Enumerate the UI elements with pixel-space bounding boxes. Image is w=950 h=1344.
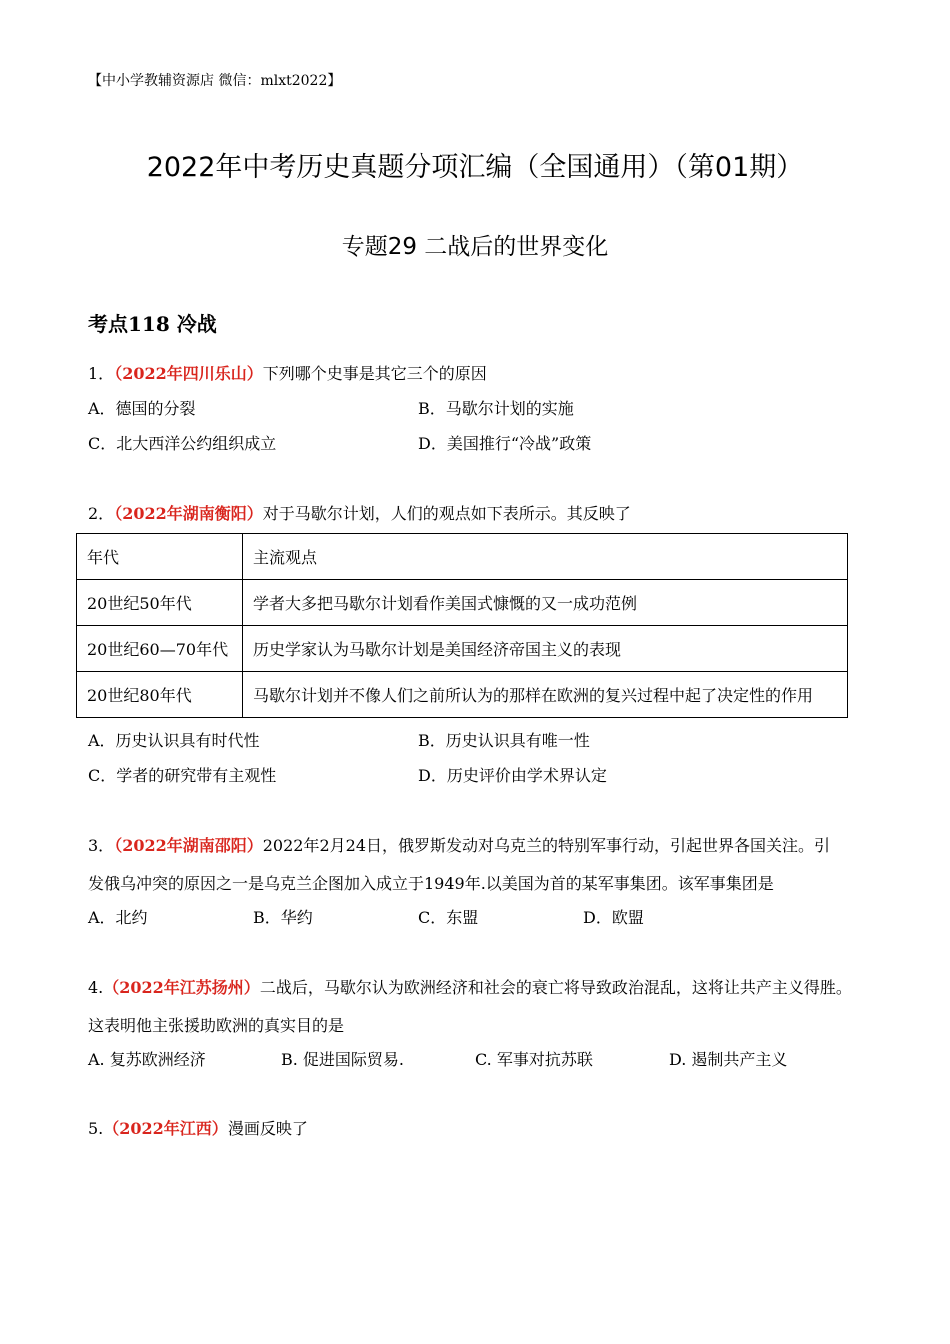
question-2-stem <box>88 501 631 524</box>
table-cell: 学者大多把马歇尔计划看作美国式慷慨的又一成功范例 <box>243 580 848 626</box>
question-source: （2022年江苏扬州） <box>103 978 260 997</box>
question-1-option-b: B．马歇尔计划的实施 <box>418 399 574 418</box>
question-source: （2022年江西） <box>103 1119 228 1138</box>
question-1-option-c: C．北大西洋公约组织成立 <box>88 434 277 453</box>
question-1-option-d: D．美国推行“冷战”政策 <box>418 434 592 453</box>
question-1-option-a: A．德国的分裂 <box>88 399 196 418</box>
question-text: 2022年2月24日，俄罗斯发动对乌克兰的特别军事行动，引起世界各国关注。引 <box>262 836 830 855</box>
table-cell: 马歇尔计划并不像人们之前所认为的那样在欧洲的复兴过程中起了决定性的作用 <box>243 672 848 718</box>
table-row <box>77 580 848 626</box>
question-source: （2022年四川乐山） <box>114 364 263 383</box>
topic-title: 专题29 二战后的世界变化 <box>341 234 609 260</box>
table-cell: 20世纪80年代 <box>77 672 243 718</box>
question-2-option-b: B．历史认识具有唯一性 <box>418 731 590 750</box>
question-number: 4. <box>88 978 104 997</box>
table-cell: 20世纪60—70年代 <box>77 626 243 672</box>
question-2-option-d: D．历史评价由学术界认定 <box>418 766 607 785</box>
question-4-stem-line2: 这表明他主张援助欧洲的真实目的是 <box>88 1016 345 1035</box>
question-1-stem <box>88 361 487 384</box>
question-3-option-d: D．欧盟 <box>583 908 644 927</box>
question-3-option-a: A．北约 <box>88 908 148 927</box>
question-text: 漫画反映了 <box>227 1119 308 1138</box>
question-5-stem <box>88 1116 308 1139</box>
section-title: 考点118 冷战 <box>88 312 217 336</box>
viewpoint-table <box>76 533 848 718</box>
table-header-cell: 年代 <box>77 534 243 580</box>
question-number: 1． <box>88 364 115 383</box>
table-header-row <box>77 534 848 580</box>
table-cell: 历史学家认为马歇尔计划是美国经济帝国主义的表现 <box>243 626 848 672</box>
question-4-stem-line1 <box>88 975 852 998</box>
question-4-option-d: D. 遏制共产主义 <box>669 1050 788 1069</box>
question-text: 对于马歇尔计划，人们的观点如下表所示。其反映了 <box>262 504 631 523</box>
table-cell: 20世纪50年代 <box>77 580 243 626</box>
question-source: （2022年湖南衡阳） <box>114 504 263 523</box>
question-4-option-a: A. 复苏欧洲经济 <box>88 1050 206 1069</box>
question-2-option-a: A．历史认识具有时代性 <box>88 731 260 750</box>
question-text: 下列哪个史事是其它三个的原因 <box>262 364 487 383</box>
question-3-option-b: B．华约 <box>253 908 313 927</box>
table-row <box>77 672 848 718</box>
question-3-option-c: C．东盟 <box>418 908 479 927</box>
question-3-stem-line2: 发俄乌冲突的原因之一是乌克兰企图加入成立于1949年.以美国为首的某军事集团。该军事集团是 <box>88 874 774 893</box>
question-2-option-c: C．学者的研究带有主观性 <box>88 766 277 785</box>
question-4-option-b: B. 促进国际贸易. <box>281 1050 405 1069</box>
table-header-cell: 主流观点 <box>243 534 848 580</box>
question-number: 5. <box>88 1119 104 1138</box>
question-4-option-c: C. 军事对抗苏联 <box>475 1050 593 1069</box>
header-note: 【中小学教辅资源店 微信：mlxt2022】 <box>88 73 342 89</box>
question-number: 2． <box>88 504 115 523</box>
table-row <box>77 626 848 672</box>
document-title: 2022年中考历史真题分项汇编（全国通用）（第01期） <box>146 152 804 183</box>
question-3-stem-line1 <box>88 833 830 856</box>
question-text: 二战后，马歇尔认为欧洲经济和社会的衰亡将导致政治混乱，这将让共产主义得胜。 <box>259 978 852 997</box>
question-source: （2022年湖南邵阳） <box>114 836 263 855</box>
question-number: 3． <box>88 836 115 855</box>
